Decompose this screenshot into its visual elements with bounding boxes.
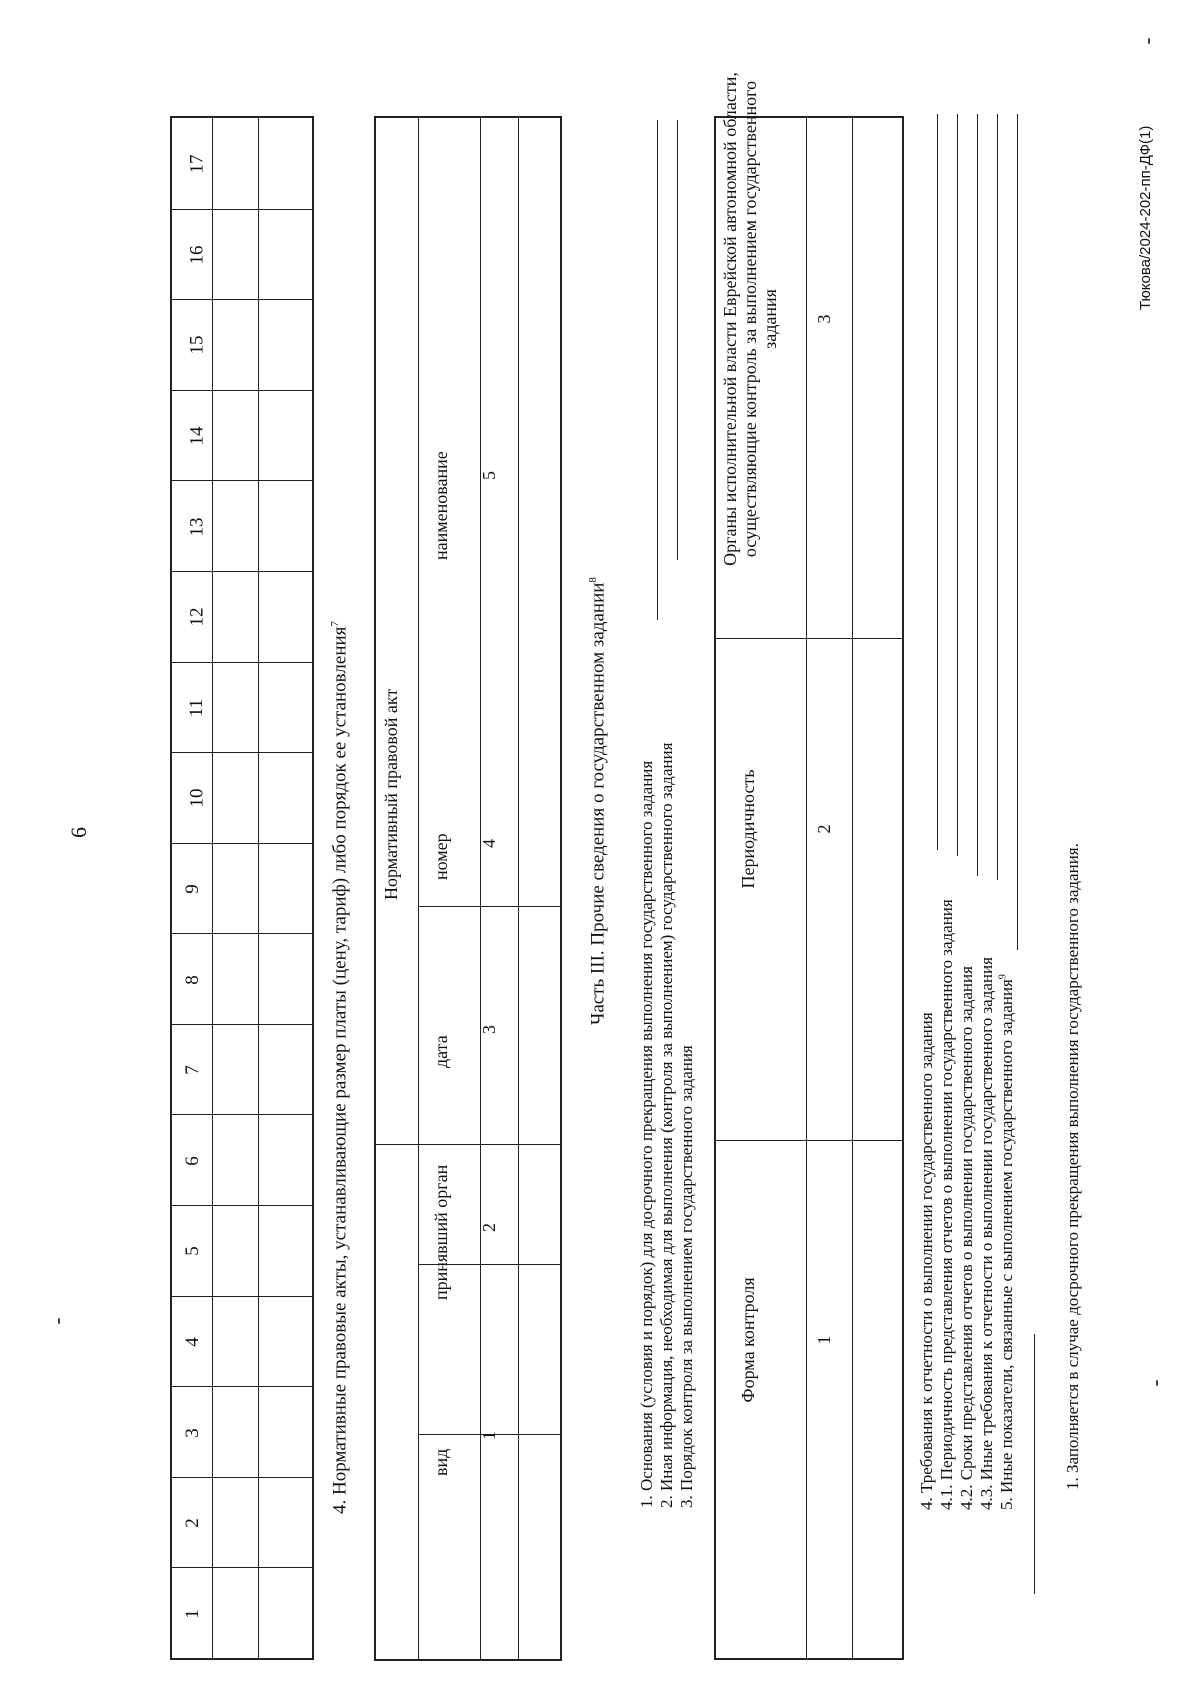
fee-table-column-header: 13 — [186, 517, 208, 537]
fee-table-column-divider — [172, 1296, 312, 1297]
item-3: 3. Порядок контроля за выполнением государственного задания — [677, 1045, 696, 1508]
item-5-fill-line[interactable] — [1017, 114, 1018, 950]
fee-table-column-divider — [172, 480, 312, 481]
fee-table-column-divider — [172, 1024, 312, 1025]
document-code: Тюкова/2024-202-пп-ДФ(1) — [1137, 125, 1154, 310]
fee-table-column-header: 16 — [186, 245, 208, 265]
fee-table-column-divider — [172, 209, 312, 210]
control-num-2: 2 — [814, 824, 834, 834]
fee-table-column-divider — [172, 933, 312, 934]
part3-title: Часть III. Прочие сведения о государственном задании$^8$ — [587, 577, 609, 1025]
fee-table-column-divider — [172, 1205, 312, 1206]
legal-act-col-vid: вид — [431, 1448, 451, 1476]
scan-speck — [58, 1318, 60, 1324]
fee-table-column-header: 11 — [186, 698, 208, 718]
footnote-separator — [1034, 1334, 1035, 1594]
item-4-2: 4.2. Сроки представления отчетов о выполнении государственного задания — [957, 966, 976, 1510]
control-num-3: 3 — [814, 314, 834, 324]
legal-act-col-name: наименование — [431, 451, 451, 560]
legal-act-num-4: 4 — [479, 839, 499, 848]
item-1: 1. Основания (условия и порядок) для досрочного прекращения выполнения государственного задания — [637, 760, 656, 1508]
fee-table — [170, 116, 314, 1660]
footnote-1: 1. Заполняется в случае досрочного прекращения выполнения государственного задания. — [1063, 843, 1082, 1490]
control-col-organs: Органы исполнительной власти Еврейской автономной области, осуществляющие контроль за выполнением государственного задания — [720, 72, 781, 566]
legal-act-col-date: дата — [431, 1035, 451, 1068]
fee-table-column-header: 17 — [186, 154, 208, 174]
fee-table-column-header: 2 — [181, 1518, 203, 1528]
legal-act-group-header: Нормативный правовой акт — [381, 688, 401, 900]
fee-table-column-divider — [172, 752, 312, 753]
fee-table-column-divider — [172, 390, 312, 391]
page-number: 6 — [66, 827, 91, 838]
legal-act-num-1: 1 — [479, 1431, 499, 1440]
fee-table-column-divider — [172, 299, 312, 300]
legal-act-num-3: 3 — [479, 1025, 499, 1034]
item-2: 2. Иная информация, необходимая для выполнения (контроля за выполнением) государственного задания — [657, 742, 676, 1508]
fee-table-column-header: 4 — [181, 1337, 203, 1347]
fee-table-column-divider — [172, 1567, 312, 1568]
control-col-period: Периодичность — [738, 769, 758, 889]
legal-act-col-number: номер — [431, 833, 451, 880]
fee-table-column-divider — [172, 571, 312, 572]
legal-act-col-organ: принявший орган — [431, 1164, 451, 1300]
item-4-3: 4.3. Иные требования к отчетности о выполнении государственного задания — [977, 957, 996, 1510]
control-col-form: Форма контроля — [738, 1277, 758, 1403]
fee-table-column-divider — [172, 1477, 312, 1478]
section4-heading: 4. Нормативные правовые акты, устанавливающие размер платы (цену, тариф) либо порядок ее установления$^7$ — [329, 621, 351, 1514]
fee-table-column-header: 3 — [181, 1428, 203, 1438]
fee-table-column-header: 15 — [186, 335, 208, 355]
control-num-1: 1 — [814, 1335, 834, 1345]
fee-table-column-header: 6 — [181, 1156, 203, 1166]
fee-table-column-header: 10 — [186, 788, 208, 808]
fee-table-column-divider — [172, 662, 312, 663]
fee-table-column-header: 12 — [186, 607, 208, 627]
fee-table-column-divider — [172, 1114, 312, 1115]
fee-table-column-header: 1 — [181, 1609, 203, 1619]
scan-speck — [1148, 38, 1150, 44]
fee-table-column-header: 14 — [186, 426, 208, 446]
fee-table-column-divider — [172, 843, 312, 844]
legal-act-num-2: 2 — [479, 1223, 499, 1232]
fee-table-column-divider — [172, 1386, 312, 1387]
item-4: 4. Требования к отчетности о выполнении государственного задания — [917, 1012, 936, 1510]
item-4-1: 4.1. Периодичность представления отчетов о выполнении государственного задания — [937, 899, 956, 1510]
legal-act-num-5: 5 — [479, 471, 499, 480]
item-5: 5. Иные показатели, связанные с выполнением государственного задания$^9$ — [997, 974, 1016, 1510]
fee-table-column-header: 8 — [181, 975, 203, 985]
fee-table-column-header: 9 — [181, 884, 203, 894]
scan-speck — [1156, 1380, 1158, 1386]
fee-table-column-header: 5 — [181, 1246, 203, 1256]
fee-table-column-header: 7 — [181, 1065, 203, 1075]
